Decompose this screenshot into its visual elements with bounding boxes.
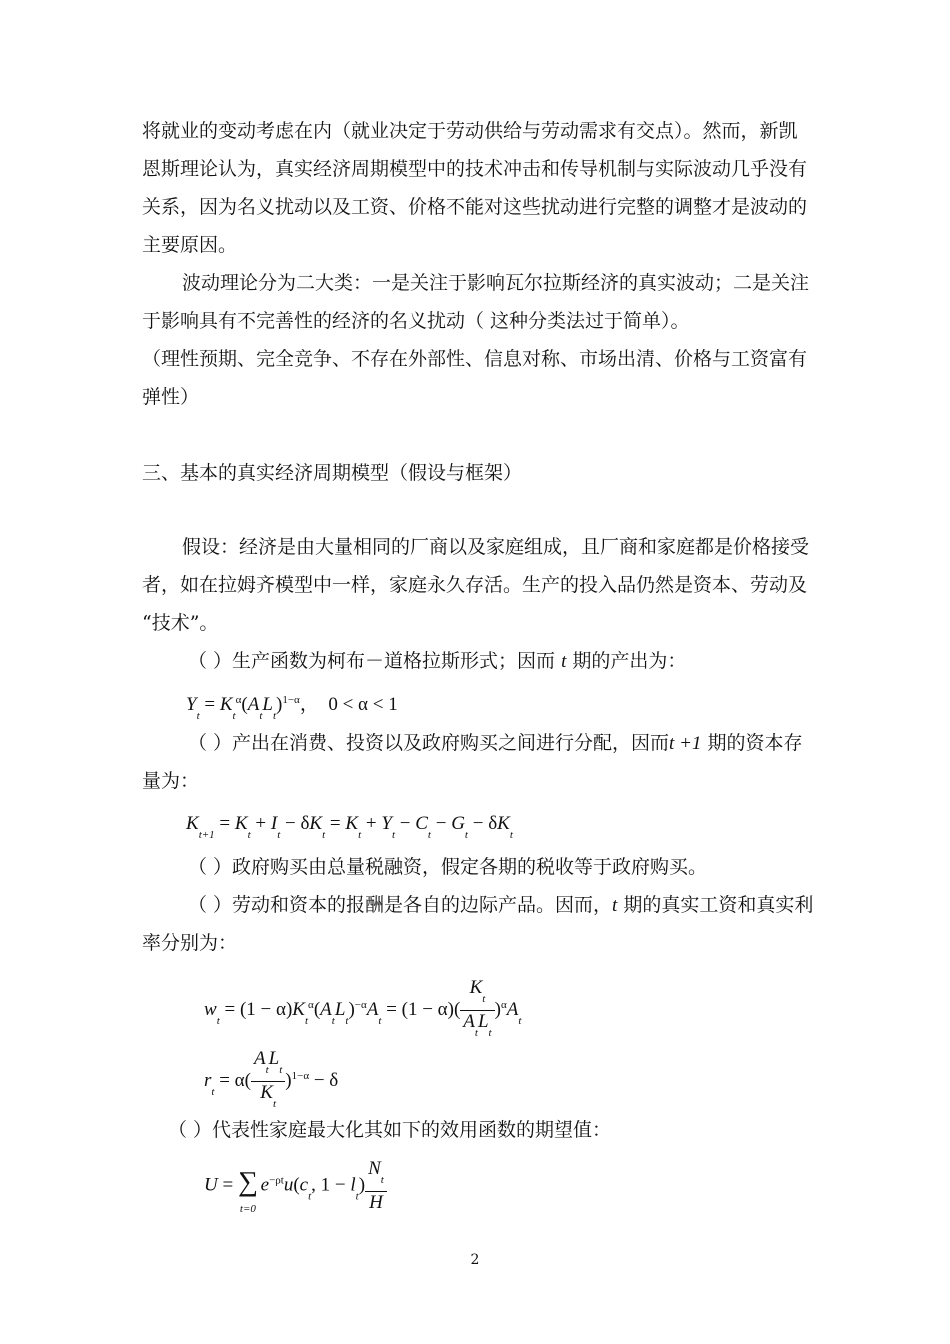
equation-production: $Y_t = K_t^\alpha(A_tL_t)^{1-\alpha}$， 0 < α < 1 (186, 694, 398, 722)
equation-wage: $w_t = (1 - \alpha)K_t^\alpha(A_tL_t)^{-\alpha}A_t = (1 - \alpha)$( $\frac{K_t}{A_tL_t}$ )$^\alpha A_t$ (204, 977, 522, 1039)
math-var: t (561, 651, 567, 672)
text-span: 期的产出为： (566, 650, 687, 672)
assumption-line (188, 731, 802, 756)
text-span: （ ）劳动和资本的报酬是各自的边际产品。因而， (188, 894, 613, 916)
text-line: 主要原因。 (142, 234, 238, 256)
page-number: 2 (470, 1252, 480, 1268)
text-span: （ ）生产函数为柯布－道格拉斯形式；因而 (188, 650, 562, 672)
assumption-line: （ ）代表性家庭最大化其如下的效用函数的期望值： (168, 1119, 612, 1141)
equation-capital: $K_{t+1} = K_t + I_t - \delta K_t = K_t + Y_t - C_t - G_t - \delta K_t$ (186, 813, 513, 841)
text-line: 将就业的变动考虑在内（就业决定于劳动供给与劳动需求有交点）。然而，新凯 (142, 120, 798, 142)
text-span: 期的真实工资和真实利 (617, 894, 814, 916)
text-line: 假设：经济是由大量相同的厂商以及家庭组成，且厂商和家庭都是价格接受 (182, 536, 810, 558)
math-var: t (612, 895, 618, 916)
equation-utility: $U = \sum_{t=0}$ $e^{-\rho t}u(c_t$, $1 - l_t$) $\frac{N_t}{H}$ (204, 1158, 387, 1226)
text-line: “技术”。 (142, 612, 219, 634)
assumption-line: （ ）政府购买由总量税融资，假定各期的税收等于政府购买。 (188, 856, 708, 878)
assumption-line (188, 893, 813, 918)
text-line: 波动理论分为二大类：一是关注于影响瓦尔拉斯经济的真实波动；二是关注 (182, 272, 810, 294)
text-line: 于影响具有不完善性的经济的名义扰动（ 这种分类法过于简单）。 (142, 310, 690, 332)
text-line: 恩斯理论认为，真实经济周期模型中的技术冲击和传导机制与实际波动几乎没有 (142, 158, 808, 180)
text-span: （ ）产出在消费、投资以及政府购买之间进行分配，因而 (188, 732, 670, 754)
math-var: t +1 (669, 733, 702, 754)
text-line: 率分别为： (142, 932, 238, 954)
text-line: 弹性） (142, 386, 200, 408)
text-line: 关系，因为名义扰动以及工资、价格不能对这些扰动进行完整的调整才是波动的 (142, 196, 808, 218)
equation-interest: $r_t = \alpha$( $\frac{A_tL_t}{K_t}$ )$^{1-\alpha}$ − δ (204, 1048, 339, 1110)
assumption-line (188, 649, 686, 674)
text-line: 量为： (142, 770, 200, 792)
text-line: 者，如在拉姆齐模型中一样，家庭永久存活。生产的投入品仍然是资本、劳动及 (142, 574, 808, 596)
section-heading: 三、基本的真实经济周期模型（假设与框架） (142, 462, 523, 484)
text-line: （理性预期、完全竞争、不存在外部性、信息对称、市场出清、价格与工资富有 (142, 348, 808, 370)
text-span: 期的资本存 (701, 732, 803, 754)
